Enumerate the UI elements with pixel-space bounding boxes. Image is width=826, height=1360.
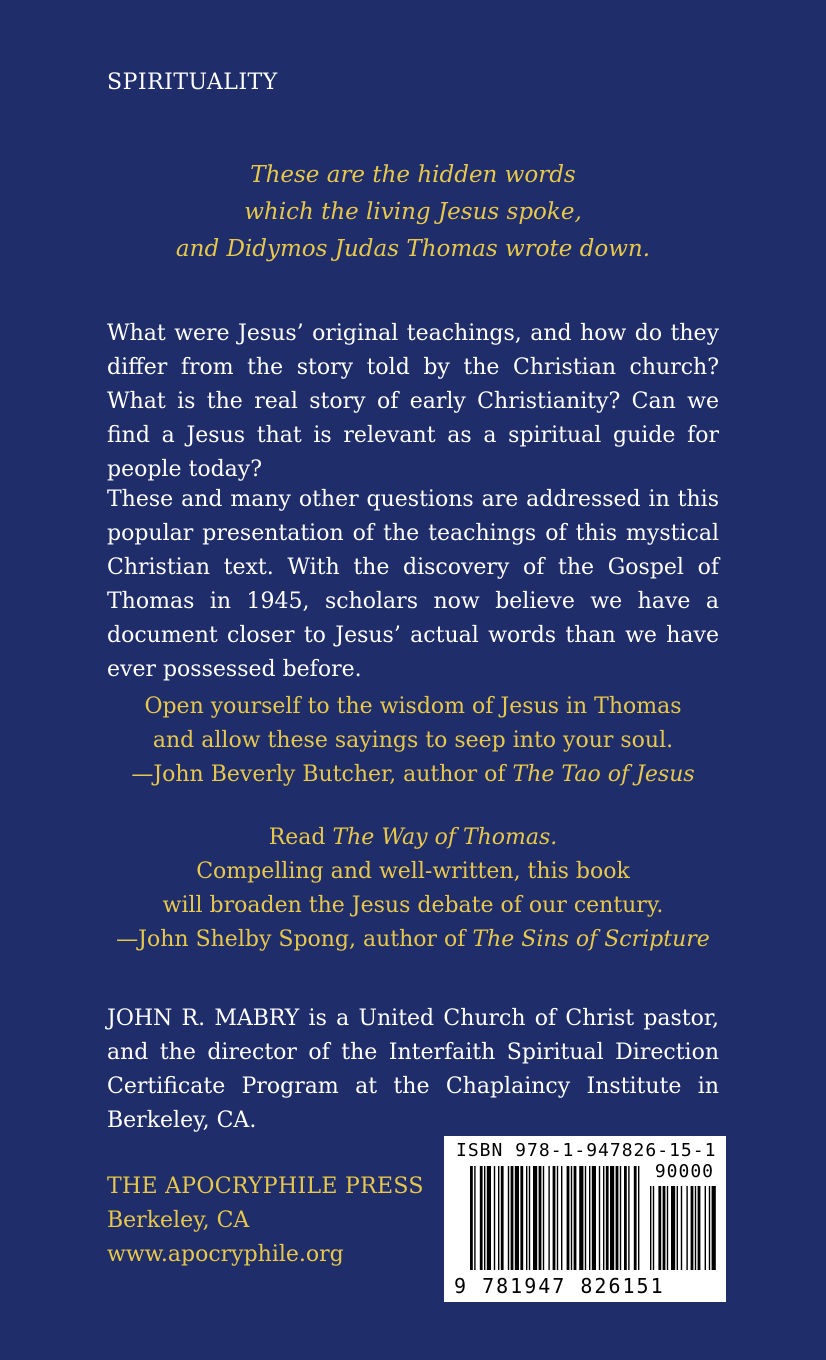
epigraph-line: These are the hidden words [250, 162, 576, 188]
isbn-label: ISBN 978-1-947826-15-1 [456, 1140, 717, 1161]
quote-book: The Way of Thomas. [332, 825, 558, 850]
attribution-text: —John Shelby Spong, author of [116, 927, 473, 952]
barcode-bar [628, 1166, 629, 1270]
addon-bar [667, 1186, 668, 1270]
isbn-barcode [444, 1136, 726, 1302]
publisher-website: www.apocryphile.org [107, 1242, 344, 1267]
publisher-block [107, 1170, 424, 1272]
barcode-bar [498, 1166, 499, 1270]
publisher-name: THE APOCRYPHILE PRESS [107, 1174, 424, 1199]
barcode-bar [529, 1166, 530, 1270]
addon-bar [695, 1186, 696, 1270]
quote-line: will broaden the Jesus debate of our century. [162, 893, 664, 918]
addon-bar [691, 1186, 694, 1270]
barcode-bar [484, 1166, 485, 1270]
barcode-bar [543, 1166, 544, 1270]
quote-line: and allow these sayings to seep into your soul. [152, 728, 674, 753]
barcode-bar [508, 1166, 509, 1270]
epigraph-line: which the living Jesus spoke, [244, 199, 582, 225]
barcode-bar [624, 1166, 627, 1270]
attribution-text: —John Beverly Butcher, author of [131, 762, 513, 787]
barcode-bar [592, 1166, 596, 1270]
barcode-bar [599, 1166, 600, 1270]
addon-bar [663, 1186, 666, 1270]
barcode-bar [515, 1166, 519, 1270]
endorsement-spong [0, 821, 826, 957]
barcode-bar [533, 1166, 537, 1270]
barcode-bar [589, 1166, 590, 1270]
barcode-bar [561, 1166, 562, 1270]
quote-prefix: Read [268, 825, 333, 850]
addon-bar [650, 1186, 651, 1270]
barcode-bar [511, 1166, 514, 1270]
barcode-bar [474, 1166, 475, 1270]
addon-bar [686, 1186, 687, 1270]
barcode-bar [634, 1166, 637, 1270]
barcode-bar [539, 1166, 542, 1270]
barcode-bar [557, 1166, 558, 1270]
endorsement-butcher [0, 690, 826, 792]
barcode-bar [616, 1166, 619, 1270]
barcode-bar [610, 1166, 614, 1270]
barcode-bar [487, 1166, 491, 1270]
addon-bar [677, 1186, 678, 1270]
price-addon: 90000 [654, 1161, 714, 1182]
addon-bar [705, 1186, 706, 1270]
epigraph-line: and Didymos Judas Thomas wrote down. [175, 236, 651, 262]
barcode-bar [526, 1166, 527, 1270]
quote-line: Compelling and well-written, this book [196, 859, 630, 884]
quote-attribution [0, 923, 826, 957]
barcode-bar [480, 1166, 483, 1270]
barcode-bar [620, 1166, 621, 1270]
barcode-bar [501, 1166, 504, 1270]
barcode-bar [574, 1166, 577, 1270]
addon-bar [658, 1186, 661, 1270]
barcode-bar [553, 1166, 556, 1270]
addon-bar [712, 1186, 716, 1270]
category-label: SPIRITUALITY [107, 70, 278, 95]
addon-bar [709, 1186, 710, 1270]
barcode-bar [571, 1166, 572, 1270]
barcode-bar [606, 1166, 609, 1270]
barcode-bar [548, 1166, 549, 1270]
quote-line [0, 821, 826, 855]
barcode-digits: 9 781947 826151 [454, 1274, 665, 1298]
description-paragraph-1: What were Jesus’ original teachings, and how do they differ from the story told by the Christian church? What is the real story of early Christianity? Can we find a Jesus that is relevant as a spiritual guide for people today? [107, 321, 719, 482]
barcode-bar [520, 1166, 523, 1270]
barcode-bar [494, 1166, 495, 1270]
addon-bar [653, 1186, 654, 1270]
quote-attribution [0, 758, 826, 792]
epigraph [0, 157, 826, 268]
barcode-bar [567, 1166, 570, 1270]
addon-bar [671, 1186, 675, 1270]
publisher-city: Berkeley, CA [107, 1208, 250, 1233]
barcode-bar [470, 1166, 473, 1270]
attribution-book: The Sins of Scripture [472, 927, 710, 952]
attribution-book: The Tao of Jesus [512, 762, 695, 787]
addon-bar [698, 1186, 701, 1270]
addon-bar [681, 1186, 682, 1270]
barcode-bar [585, 1166, 586, 1270]
description-paragraph-2: These and many other questions are addressed in this popular presentation of the teachings of this mystical Christian text. With the discovery of the Gospel of Thomas in 1945, scholars now believe we have a document closer to Jesus’ actual words than we have ever possessed before. [107, 487, 719, 682]
quote-line: Open yourself to the wisdom of Jesus in Thomas [144, 694, 682, 719]
barcode-bar [603, 1166, 604, 1270]
author-bio: JOHN R. MABRY is a United Church of Christ pastor, and the director of the Interfaith Spiritual Direction Certificate Program at the Chaplaincy Institute in Berkeley, CA. [107, 1006, 719, 1133]
barcode-bar [579, 1166, 583, 1270]
barcode-bar [638, 1166, 639, 1270]
